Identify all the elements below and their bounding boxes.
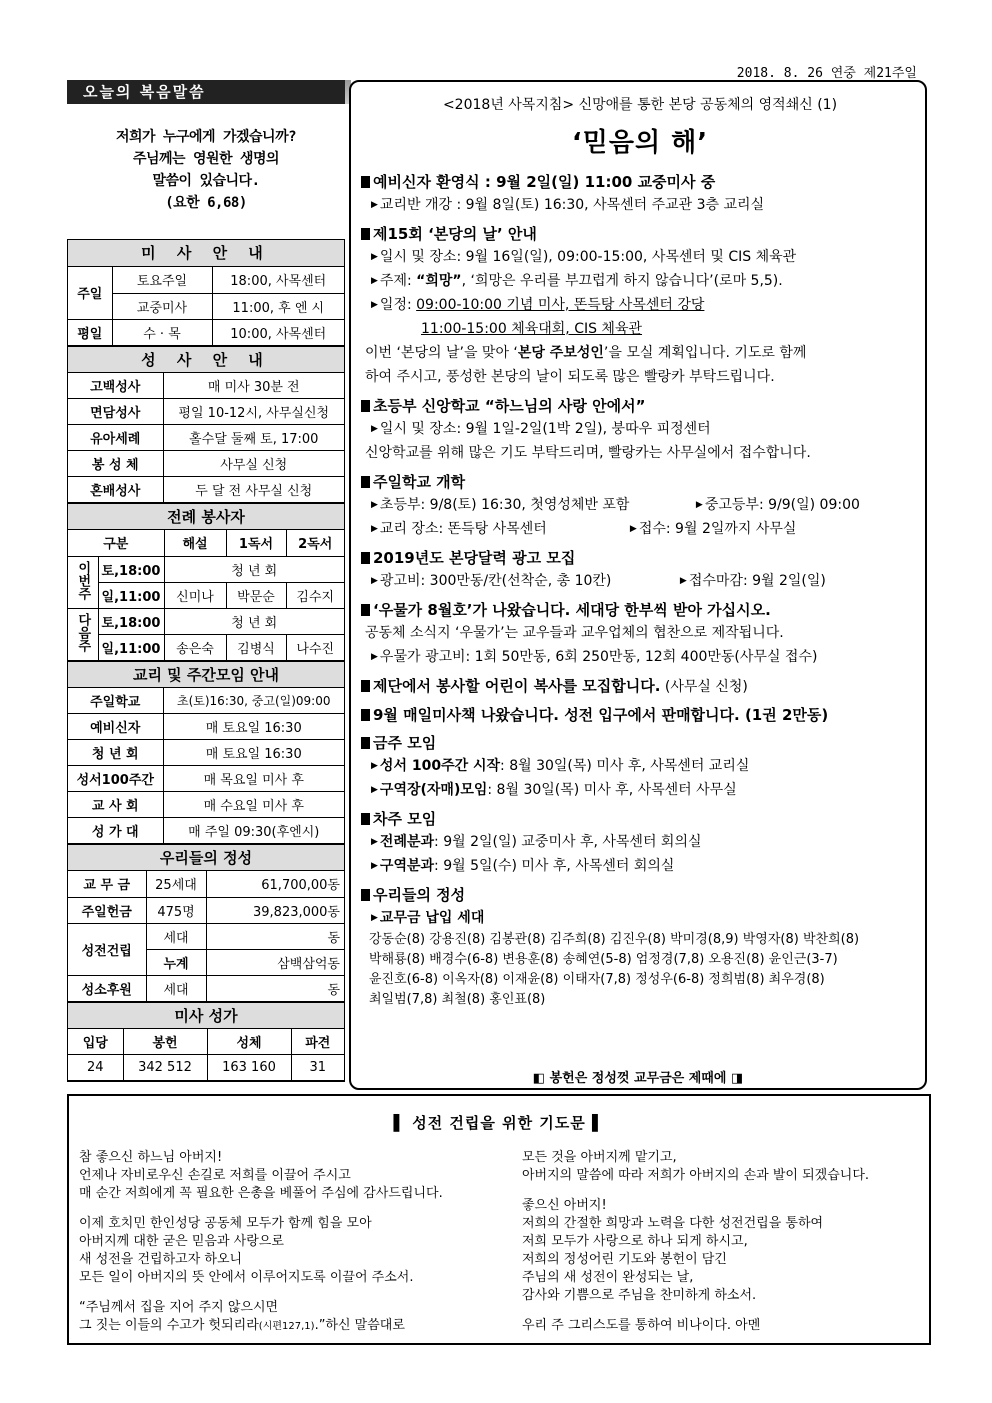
servers-name: 나수진 [286,634,344,660]
notice-line: 초등부: 9/8(토) 16:30, 첫영성체반 포함 [379,497,630,513]
square-bullet-icon [361,604,370,616]
notice-item [361,675,919,698]
scripture-ref: (시편127,1) [258,1321,315,1332]
triangle-bullet-icon: ▶ [371,785,378,795]
gospel-section [67,80,345,214]
triangle-bullet-icon: ▶ [679,576,687,586]
meeting-value: 초(토)16:30, 중고(일)09:00 [163,688,344,714]
square-bullet-icon [361,737,370,749]
prayer-left [79,1149,519,1336]
names-line: 윤진호(6-8) 이옥자(8) 이재윤(8) 이태자(7,8) 정성우(6-8) 정희범(8) 최우경(8) [369,972,825,987]
sacrament-value: 사무실 신청 [163,451,344,477]
offering-name: 주일헌금 [68,897,146,923]
prayer-line: 이제 호치민 한인성당 공동체 모두가 함께 힘을 모아 [79,1216,372,1231]
prayer-line: 좋으신 아버지! [522,1198,607,1213]
this-week-label: 이번주 [75,560,91,600]
triangle-bullet-icon: ▶ [371,761,378,771]
notice-text: (사무실 신청) [660,679,748,695]
notice-line: : 8월 30일(목) 미사 후, 사목센터 사무실 [487,782,737,798]
hymn-col: 성체 [207,1029,291,1055]
hymn-col: 입당 [68,1029,123,1055]
notice-item [361,171,919,217]
servers-when: 토,18:00 [98,556,164,582]
triangle-bullet-icon: ▶ [371,424,378,434]
schedule-line: 09:00-10:00 기념 미사, 똔득탕 사목센터 강당 [416,297,705,313]
notice-line: : 9월 2일(일) 교중미사 후, 사목센터 회의실 [434,834,702,850]
hymn-col: 봉헌 [123,1029,207,1055]
notice-line: 교리 장소: 똔득탕 사목센터 [379,521,547,537]
meeting-title: 성서 100주간 시작 [379,758,501,774]
prayer-line: 주님의 새 성전이 완성되는 날, [522,1270,694,1285]
hymn-number: 24 [68,1055,123,1081]
triangle-bullet-icon: ▶ [371,524,378,534]
mass-time: 10:00, 사목센터 [212,319,344,345]
prayer-line: 저희 모두가 사랑으로 하나 되게 하시고, [522,1234,748,1249]
prayer-line: 아버지께 대한 굳은 믿음과 사랑으로 [79,1234,284,1249]
building-label: 세대 [146,923,206,949]
prayer-line: 저희의 정성어린 기도와 봉헌이 담긴 [522,1252,727,1267]
servers-name: 신미나 [164,582,226,608]
servers-name: 박문순 [226,582,286,608]
meeting-value: 매 주일 09:30(후엔시) [163,818,344,844]
notice-title: ‘믿음의 해’ [571,128,709,158]
prayer-line: 새 성전을 건립하고자 하오니 [79,1252,243,1267]
servers-col: 해설 [164,530,226,556]
notice-line: 주제: [379,273,417,289]
triangle-bullet-icon: ▶ [371,500,378,510]
meeting-name: 청 년 회 [68,740,163,766]
next-week-label: 다음주 [75,612,91,652]
gospel-citation: (요한 6,68) [165,195,247,211]
meeting-name: 예비신자 [68,714,163,740]
square-bullet-icon [361,680,370,692]
notice-line: 광고비: 300만동/칸(선착순, 총 10칸) [379,573,612,589]
triangle-bullet-icon: ▶ [371,276,378,286]
prayer-line: .”하신 말씀대로 [314,1318,405,1333]
notice-heading: 초등부 신앙학교 “하느님의 사랑 안에서” [373,397,646,415]
servers-when: 일,11:00 [98,634,164,660]
mass-table [68,267,344,346]
footer-note: ◧ 봉헌은 정성껏 교무금은 제때에 ◨ [532,1071,744,1086]
triangle-bullet-icon: ▶ [371,913,378,923]
servers-header: 전례 봉사자 [68,503,344,530]
notice-item [361,223,919,389]
gospel-header: 오늘의 복음말씀 [67,80,345,104]
hymn-number: 163 160 [207,1055,291,1081]
meetings-header: 교리 및 주간모임 안내 [68,661,344,688]
notice-item [361,704,919,726]
servers-name: 송은숙 [164,634,226,660]
square-bullet-icon [361,709,370,721]
notice-text: 신앙학교를 위해 많은 기도 부탁드리며, 빨랑카는 사무실에서 접수합니다. [365,445,811,461]
offering-table [68,871,344,1002]
prayer-line: 저희의 간절한 희망과 노력을 다한 성전건립을 통하여 [522,1216,824,1231]
notice-heading: ‘우물가 8월호’가 나왔습니다. 세대당 한부씩 받아 가십시오. [373,601,771,619]
notice-text: ’을 모실 계획입니다. 기도로 함께 [603,345,807,361]
sacrament-value: 매 미사 30분 전 [163,373,344,399]
notice-item [361,884,919,1010]
prayer-line: 모든 일이 아버지의 뜻 안에서 이루어지도록 이끌어 주소서. [79,1270,414,1285]
notice-item [361,599,919,669]
info-tables [67,239,345,1082]
gospel-line: 주님께는 영원한 생명의 [132,151,280,167]
triangle-bullet-icon: ▶ [371,252,378,262]
square-bullet-icon [361,813,370,825]
mass-name: 수 · 목 [112,319,212,345]
mass-time: 11:00, 후 엔 시 [212,293,344,319]
notice-heading: 우리들의 정성 [373,886,466,904]
triangle-bullet-icon: ▶ [371,837,378,847]
dues-title: 교무금 납입 세대 [379,910,485,926]
names-line: 최일범(7,8) 최철(8) 홍인표(8) [369,992,546,1007]
schedule-line: 11:00-15:00 체육대회, CIS 체육관 [421,321,643,337]
meeting-title: 구역분과 [379,858,435,874]
building-value: 동 [206,923,344,949]
mass-header: 미 사 안 내 [68,240,344,267]
servers-name: 김병식 [226,634,286,660]
prayer-line: 모든 것을 아버지께 맡기고, [522,1150,677,1165]
notice-heading: 제단에서 봉사할 어린이 복사를 모집합니다. [373,677,661,695]
servers-col: 1독서 [226,530,286,556]
square-bullet-icon [361,176,370,188]
square-bullet-icon [361,228,370,240]
names-line: 박해룡(8) 배경수(6-8) 변용훈(8) 송혜연(5-8) 엄정경(7,8) 오용진(8) 윤인근(3-7) [369,952,838,967]
servers-when: 일,11:00 [98,582,164,608]
shrine-name: 성소후원 [68,975,146,1001]
building-name: 성전건립 [68,923,146,975]
dues-names [361,930,919,1010]
prayer-line: 감사와 기쁨으로 주님을 찬미하게 하소서. [522,1288,757,1303]
notice-item [361,547,919,593]
notice-item [361,395,919,465]
hymn-number: 31 [291,1055,344,1081]
triangle-bullet-icon: ▶ [629,524,637,534]
triangle-bullet-icon: ▶ [371,576,378,586]
shrine-label: 세대 [146,975,206,1001]
patron-saint: 본당 주보성인 [517,345,604,361]
square-bullet-icon [361,889,370,901]
meeting-name: 주일학교 [68,688,163,714]
notice-line: 일정: [379,297,417,313]
notice-item [361,471,919,541]
gospel-line: 말씀이 있습니다. [152,173,260,189]
notice-text: 이번 ‘본당의 날’을 맞아 ‘ [365,345,518,361]
prayer-right [522,1149,942,1335]
notice-line: 일시 및 장소: 9월 16일(일), 09:00-15:00, 사목센터 및 CIS 체육관 [379,249,797,265]
sacrament-header: 성 사 안 내 [68,346,344,373]
notice-heading: 차주 모임 [373,810,437,828]
servers-col: 2독서 [286,530,344,556]
shrine-value: 동 [206,975,344,1001]
prayer-line: 그 짓는 이들의 수고가 헛되리라 [79,1318,259,1333]
sacrament-name: 고백성사 [68,373,163,399]
sacrament-value: 홀수달 둘째 토, 17:00 [163,425,344,451]
notice-item [361,732,919,802]
meeting-title: 구역장(자매)모임 [379,782,488,798]
servers-name: 김수지 [286,582,344,608]
notice-line: 교리반 개강 : 9월 8일(토) 16:30, 사목센터 주교관 3층 교리실 [379,197,765,213]
notice-line: , ‘희망은 우리를 부끄럽게 하지 않습니다’(로마 5,5). [461,273,783,289]
square-bullet-icon [361,476,370,488]
sacrament-name: 봉 성 체 [68,451,163,477]
theme-word: “희망” [416,273,462,289]
notice-line: 접수: 9월 2일까지 사무실 [638,521,797,537]
offering-header: 우리들의 정성 [68,844,344,871]
prayer-title: ▌ 성전 건립을 위한 기도문 ▌ [393,1114,605,1132]
sacrament-table [68,373,344,504]
sacrament-value: 두 달 전 사무실 신청 [163,477,344,503]
notice-line: 중고등부: 9/9(일) 09:00 [704,497,860,513]
offering-count: 475명 [146,897,206,923]
notice-subtitle: <2018년 사목지침> 신망애를 통한 본당 공동체의 영적쇄신 (1) [442,97,838,113]
meeting-value: 매 수요일 미사 후 [163,792,344,818]
prayer-line: “주님께서 집을 지어 주지 않으시면 [79,1300,279,1315]
meeting-name: 교 사 회 [68,792,163,818]
servers-when: 토,18:00 [98,608,164,634]
notice-heading: 금주 모임 [373,734,437,752]
servers-table [68,530,344,661]
sacrament-name: 면담성사 [68,399,163,425]
notice-line: 일시 및 장소: 9월 1일-2일(1박 2일), 붕따우 피정센터 [379,421,711,437]
mass-name: 교중미사 [112,293,212,319]
square-bullet-icon [361,400,370,412]
names-line: 강동순(8) 강용진(8) 김봉관(8) 김주희(8) 김진우(8) 박미경(8,9) 박영자(8) 박찬희(8) [369,932,860,947]
gospel-text [67,126,345,214]
notice-heading: 주일학교 개학 [373,473,466,491]
prayer-line: 매 순간 저희에게 꼭 필요한 은총을 베풀어 주심에 감사드립니다. [79,1186,443,1201]
hymns-header: 미사 성가 [68,1002,344,1029]
triangle-bullet-icon: ▶ [371,200,378,210]
notice-text: 공동체 소식지 ‘우물가’는 교우들과 교우업체의 협찬으로 제작됩니다. [365,625,784,641]
notice-heading: 9월 매일미사책 나왔습니다. 성전 입구에서 판매합니다. (1권 2만동) [373,706,829,724]
sunday-label: 주일 [68,267,112,319]
hymn-col: 파견 [291,1029,344,1055]
prayer-line: 아버지의 말씀에 따라 저희가 아버지의 손과 발이 되겠습니다. [522,1168,870,1183]
offering-amount: 61,700,00동 [206,871,344,897]
hymn-number: 342 512 [123,1055,207,1081]
meeting-name: 성서100주간 [68,766,163,792]
offering-amount: 39,823,000동 [206,897,344,923]
meeting-value: 매 토요일 16:30 [163,714,344,740]
notice-line: 접수마감: 9월 2일(일) [688,573,826,589]
servers-group: 청 년 회 [164,608,344,634]
notice-line: : 9월 5일(수) 미사 후, 사목센터 회의실 [434,858,675,874]
servers-col: 구분 [68,530,164,556]
gospel-line: 저희가 누구에게 가겠습니까? [115,129,297,145]
notice-heading: 2019년도 본당달력 광고 모집 [373,549,576,567]
square-bullet-icon [361,552,370,564]
building-label: 누계 [146,949,206,975]
bulletin-date: 2018. 8. 26 연중 제21주일 [736,66,917,81]
offering-name: 교 무 금 [68,871,146,897]
notice-item [361,808,919,878]
offering-count: 25세대 [146,871,206,897]
servers-group: 청 년 회 [164,556,344,582]
prayer-closing: 우리 주 그리스도를 통하여 비나이다. 아멘 [522,1318,761,1333]
triangle-bullet-icon: ▶ [371,652,378,662]
building-value: 삼백삼억동 [206,949,344,975]
notice-line: : 8월 30일(목) 미사 후, 사목센터 교리실 [500,758,750,774]
sacrament-name: 혼배성사 [68,477,163,503]
triangle-bullet-icon: ▶ [695,500,703,510]
meetings-table [68,688,344,845]
hymns-table [68,1029,344,1082]
meeting-value: 매 목요일 미사 후 [163,766,344,792]
meeting-value: 매 토요일 16:30 [163,740,344,766]
mass-time: 18:00, 사목센터 [212,267,344,293]
notice-line: 우물가 광고비: 1회 50만동, 6회 250만동, 12회 400만동(사무실 접수) [379,649,818,665]
notice-heading: 제15회 ‘본당의 날’ 안내 [373,225,537,243]
sacrament-value: 평일 10-12시, 사무실신청 [163,399,344,425]
prayer-box [67,1094,931,1345]
notice-board [349,80,927,1090]
notice-heading: 예비신자 환영식 : 9월 2일(일) 11:00 교중미사 중 [373,173,716,191]
prayer-line: 언제나 자비로우신 손길로 저희를 이끌어 주시고 [79,1168,351,1183]
notice-text: 하여 주시고, 풍성한 본당의 날이 되도록 많은 빨랑카 부탁드립니다. [365,369,775,385]
sacrament-name: 유아세례 [68,425,163,451]
triangle-bullet-icon: ▶ [371,861,378,871]
weekday-label: 평일 [68,319,112,345]
mass-name: 토요주일 [112,267,212,293]
meeting-title: 전례분과 [379,834,435,850]
meeting-name: 성 가 대 [68,818,163,844]
triangle-bullet-icon: ▶ [371,300,378,310]
prayer-line: 참 좋으신 하느님 아버지! [79,1150,223,1165]
